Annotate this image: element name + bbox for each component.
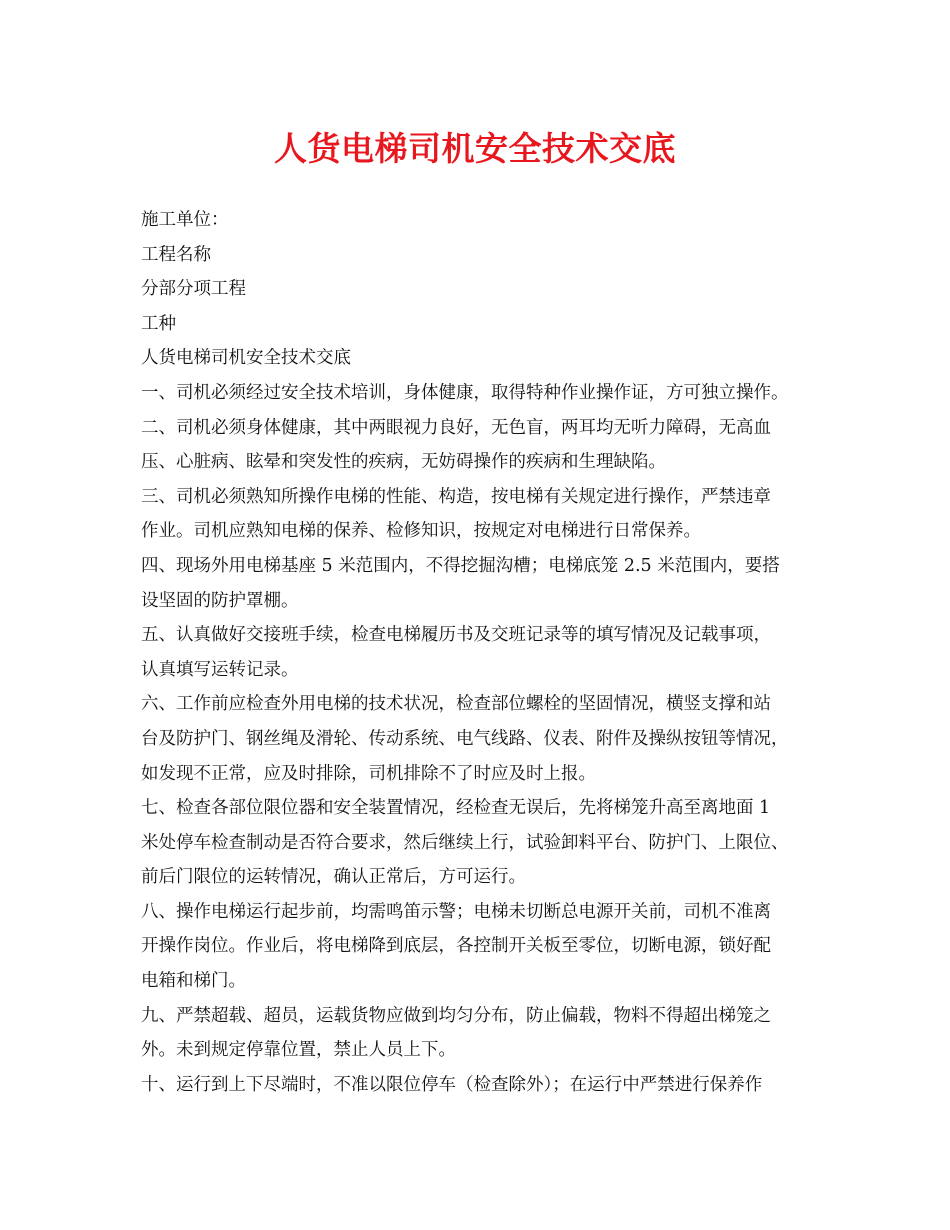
body-line: 如发现不正常，应及时排除，司机排除不了时应及时上报。 (141, 763, 596, 784)
body-line: 前后门限位的运转情况，确认正常后，方可运行。 (141, 867, 526, 888)
body-line: 二、司机必须身体健康，其中两眼视力良好，无色盲，两耳均无听力障碍，无高血 (141, 417, 771, 438)
body-line: 米处停车检查制动是否符合要求，然后继续上行，试验卸料平台、防护门、上限位、 (141, 832, 789, 853)
body-line: 七、检查各部位限位器和安全装置情况，经检查无误后，先将梯笼升高至离地面 1 (141, 798, 771, 819)
body-line: 设坚固的防护罩棚。 (141, 590, 299, 611)
body-line: 工种 (141, 313, 176, 334)
body-line: 三、司机必须熟知所操作电梯的性能、构造，按电梯有关规定进行操作，严禁违章 (141, 486, 771, 507)
document-body (141, 203, 831, 1102)
body-line: 一、司机必须经过安全技术培训，身体健康，取得特种作业操作证，方可独立操作。 (141, 382, 789, 403)
body-line: 工程名称 (141, 244, 211, 265)
body-line: 九、严禁超载、超员，运载货物应做到均匀分布，防止偏载，物料不得超出梯笼之 (141, 1005, 771, 1026)
body-line: 认真填写运转记录。 (141, 659, 299, 680)
body-line: 分部分项工程 (141, 279, 246, 300)
body-line: 台及防护门、钢丝绳及滑轮、传动系统、电气线路、仪表、附件及操纵按钮等情况， (141, 728, 789, 749)
body-line: 四、现场外用电梯基座 5 米范围内，不得挖掘沟槽；电梯底笼 2.5 米范围内，要搭 (141, 555, 780, 576)
body-line: 外。未到规定停靠位置，禁止人员上下。 (141, 1040, 456, 1061)
body-line: 六、工作前应检查外用电梯的技术状况，检查部位螺栓的坚固情况，横竖支撑和站 (141, 694, 771, 715)
document-title: 人货电梯司机安全技术交底 (274, 129, 676, 168)
body-line: 电箱和梯门。 (141, 971, 246, 992)
body-line: 压、心脏病、眩晕和突发性的疾病，无妨碍操作的疾病和生理缺陷。 (141, 452, 666, 473)
body-line: 施工单位： (141, 210, 229, 230)
body-line: 作业。司机应熟知电梯的保养、检修知识，按规定对电梯进行日常保养。 (141, 521, 701, 542)
body-line: 十、运行到上下尽端时，不准以限位停车（检查除外）；在运行中严禁进行保养作 (141, 1074, 763, 1095)
body-line: 八、操作电梯运行起步前，均需鸣笛示警；电梯未切断总电源开关前，司机不准离 (141, 901, 771, 922)
body-line: 开操作岗位。作业后，将电梯降到底层，各控制开关板至零位，切断电源，锁好配 (141, 936, 771, 957)
body-line: 人货电梯司机安全技术交底 (141, 348, 351, 369)
body-line: 五、认真做好交接班手续，检查电梯履历书及交班记录等的填写情况及记载事项， (141, 625, 771, 646)
